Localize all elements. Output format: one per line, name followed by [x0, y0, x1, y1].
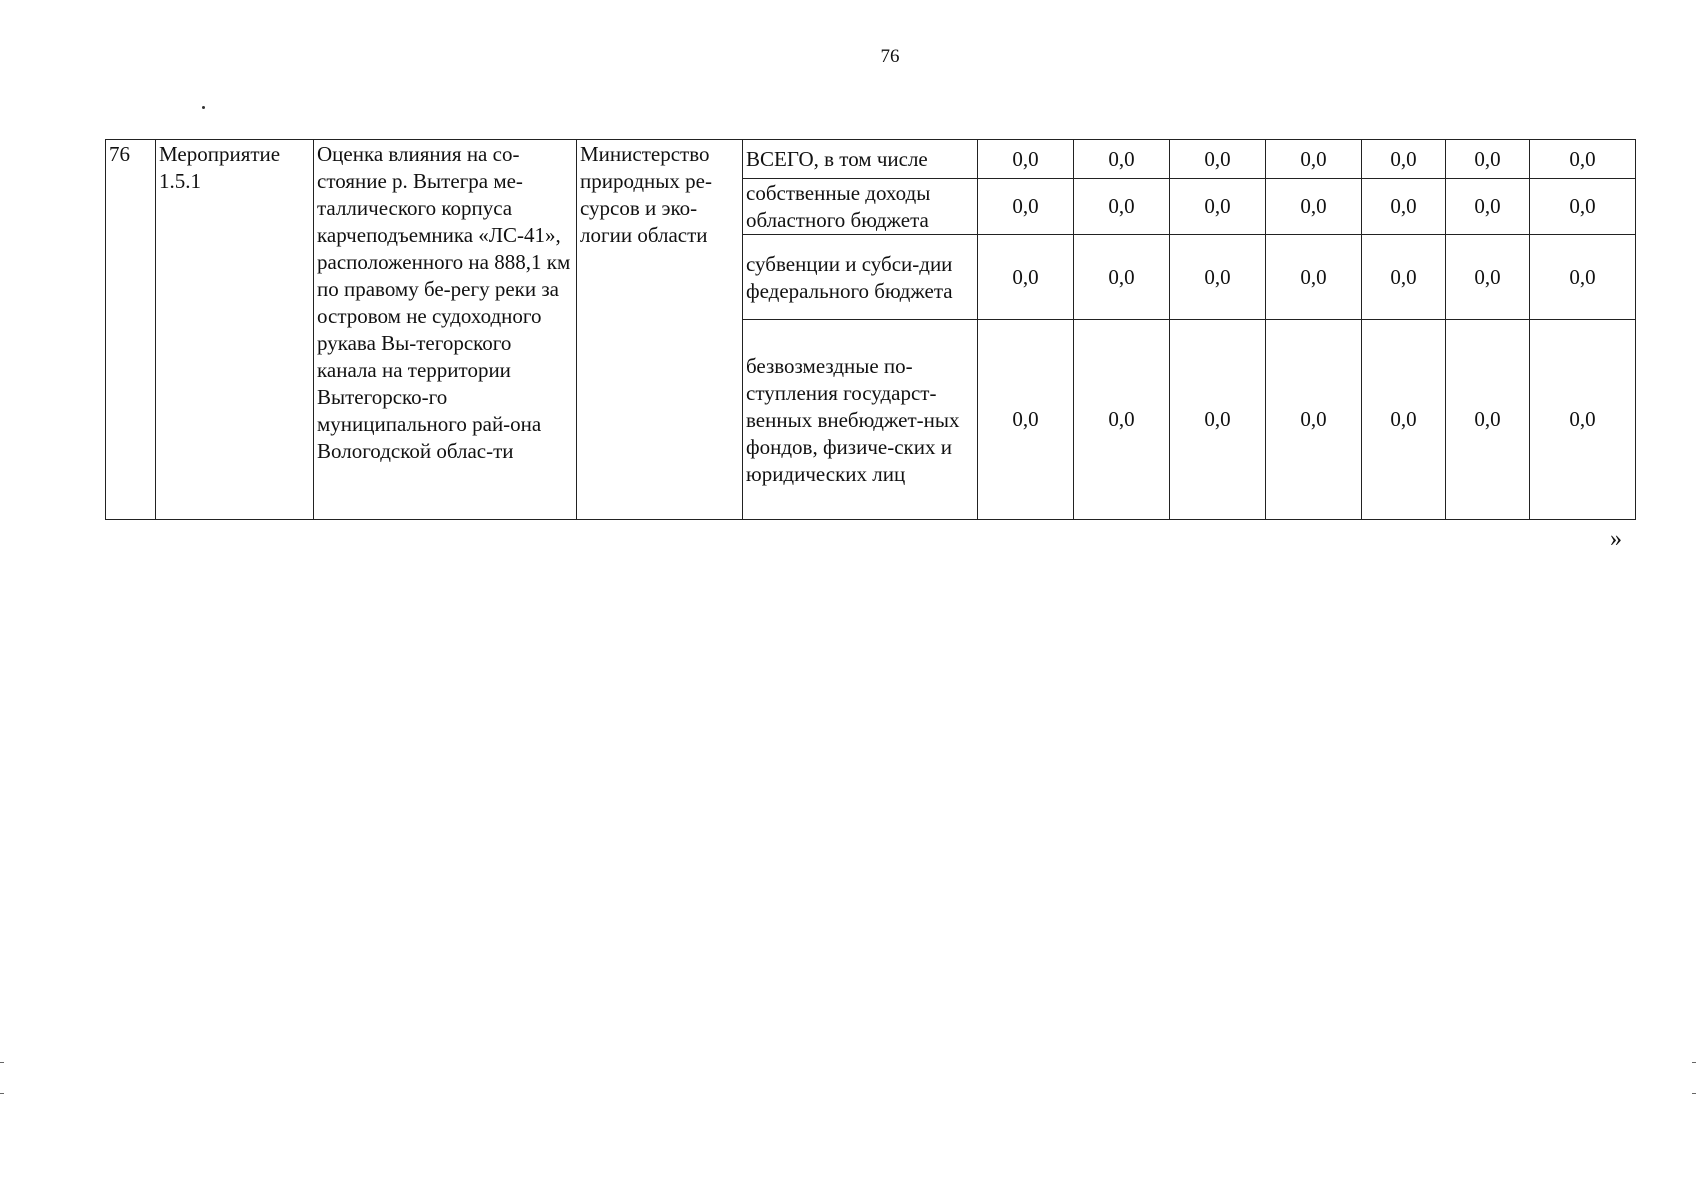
- value-cell: 0,0: [1074, 179, 1170, 235]
- value-cell: 0,0: [1362, 235, 1446, 320]
- value-cell: 0,0: [1446, 235, 1530, 320]
- value-cell: 0,0: [978, 179, 1074, 235]
- event-label-cell: [156, 140, 314, 520]
- executor: Министерство природных ре-сурсов и эко-логии области: [580, 142, 712, 247]
- event-description: Оценка влияния на со-стояние р. Вытегра ме-таллического корпуса карчеподъемника «ЛС-41», расположенного на 888,1 км по правому бе-регу реки за островом не судоходного рукава Вы-тегорского канала на территории Вытегорско-го муниципального рай-она Вологодской облас-ти: [317, 142, 571, 463]
- value-cell: 0,0: [978, 320, 1074, 520]
- value-cell: 0,0: [978, 235, 1074, 320]
- value-cell: 0,0: [1530, 320, 1636, 520]
- scan-edge-mark: [0, 1062, 4, 1094]
- executor-cell: [577, 140, 743, 520]
- value-cell: 0,0: [1446, 140, 1530, 179]
- row-number: 76: [109, 142, 130, 166]
- value-cell: 0,0: [1170, 140, 1266, 179]
- closing-quote: »: [1610, 526, 1622, 552]
- funding-source: ВСЕГО, в том числе: [743, 140, 978, 179]
- funding-source: собственные доходы областного бюджета: [743, 179, 978, 235]
- value-cell: 0,0: [1530, 179, 1636, 235]
- funding-source: безвозмездные по-ступления государст-венных внебюджет-ных фондов, физиче-ских и юридических лиц: [743, 320, 978, 520]
- row-number-cell: [106, 140, 156, 520]
- page-number: 76: [880, 46, 900, 67]
- value-cell: 0,0: [1446, 179, 1530, 235]
- value-cell: 0,0: [1170, 235, 1266, 320]
- value-cell: 0,0: [1170, 179, 1266, 235]
- description-cell: [314, 140, 577, 520]
- value-cell: 0,0: [1266, 320, 1362, 520]
- value-cell: 0,0: [1530, 235, 1636, 320]
- value-cell: 0,0: [1074, 235, 1170, 320]
- scan-edge-mark: [1692, 1062, 1696, 1094]
- budget-table: [105, 139, 1636, 520]
- table-row: [106, 140, 1636, 179]
- event-label: Мероприятие 1.5.1: [159, 142, 281, 193]
- value-cell: 0,0: [1362, 179, 1446, 235]
- value-cell: 0,0: [1362, 320, 1446, 520]
- value-cell: 0,0: [1446, 320, 1530, 520]
- value-cell: 0,0: [1362, 140, 1446, 179]
- funding-source: субвенции и субси-дии федерального бюджета: [743, 235, 978, 320]
- value-cell: 0,0: [978, 140, 1074, 179]
- value-cell: 0,0: [1074, 320, 1170, 520]
- value-cell: 0,0: [1530, 140, 1636, 179]
- value-cell: 0,0: [1266, 140, 1362, 179]
- value-cell: 0,0: [1074, 140, 1170, 179]
- value-cell: 0,0: [1266, 235, 1362, 320]
- value-cell: 0,0: [1170, 320, 1266, 520]
- scan-speck: [202, 106, 205, 109]
- value-cell: 0,0: [1266, 179, 1362, 235]
